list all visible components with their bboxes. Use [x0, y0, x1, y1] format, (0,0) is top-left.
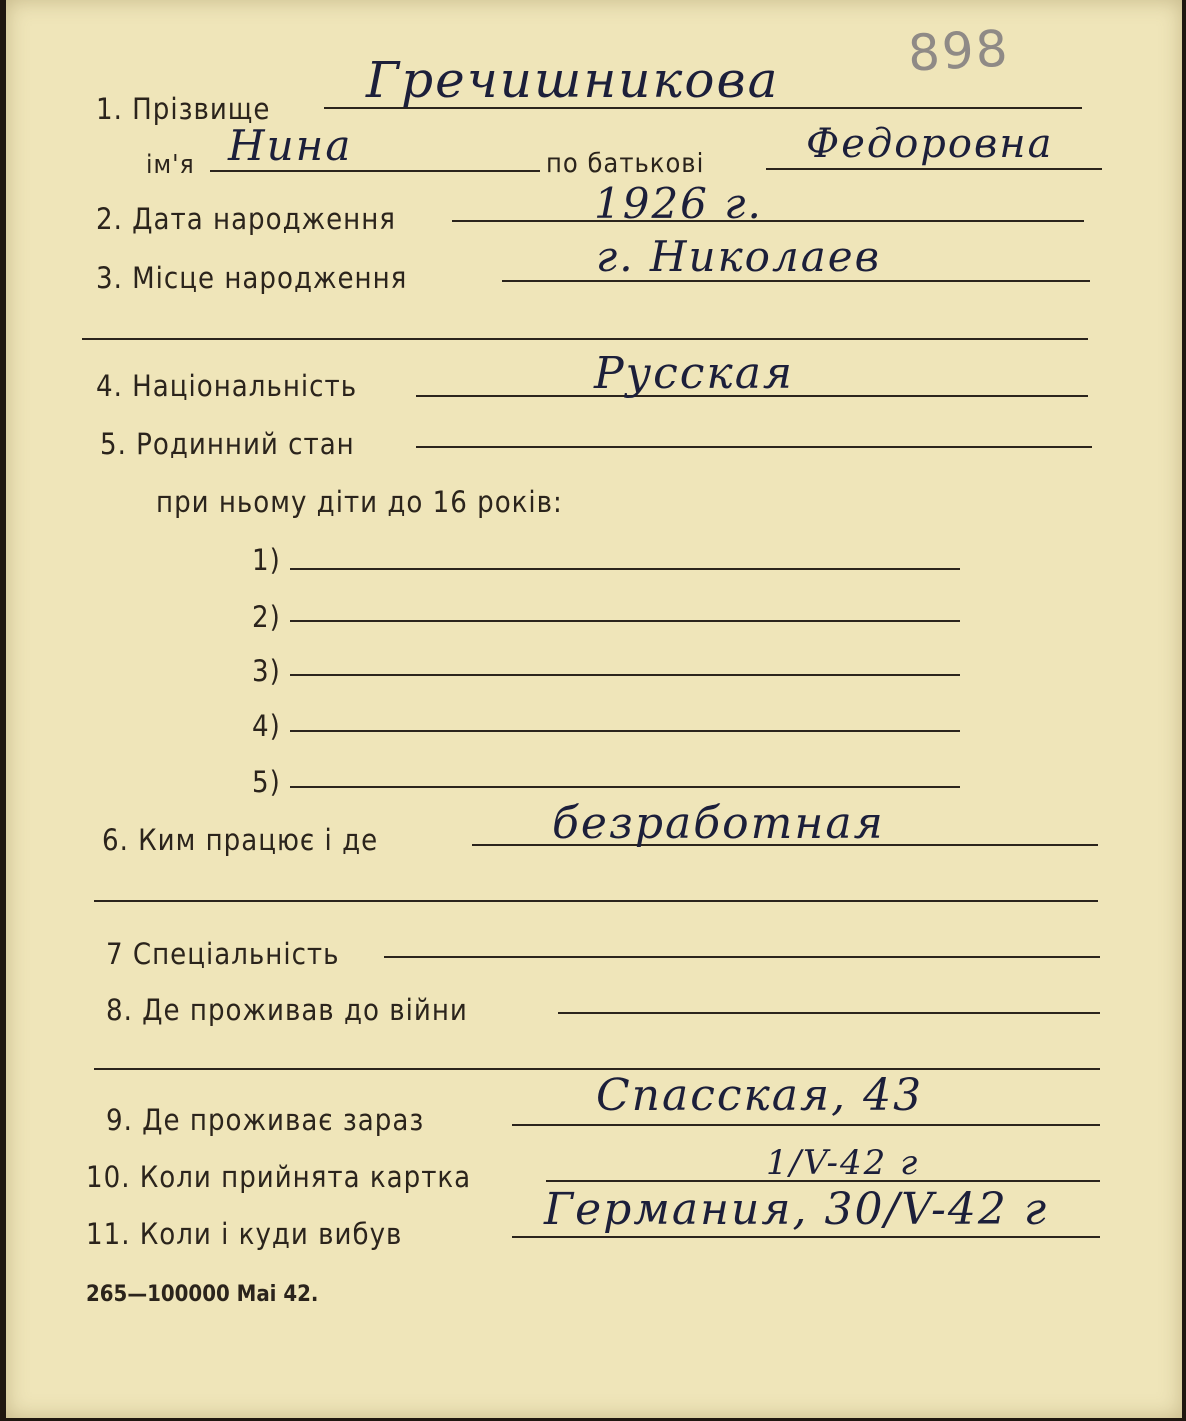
occupation-line-2	[94, 900, 1098, 902]
footer-print: 265—100000 Mai 42.	[86, 1282, 319, 1307]
current-address-line	[512, 1124, 1100, 1126]
birth-place-line-2	[82, 338, 1088, 340]
birth-date-value[interactable]: 1926 г.	[594, 179, 763, 228]
first-name-value[interactable]: Нина	[228, 121, 353, 170]
patronymic-value[interactable]: Федоровна	[806, 121, 1054, 167]
occupation-value[interactable]: безработная	[552, 798, 885, 849]
birth-date-line	[452, 220, 1084, 222]
child-2-label: 2)	[252, 600, 281, 634]
patronymic-label: по батькові	[546, 148, 705, 179]
nationality-value[interactable]: Русская	[594, 348, 795, 399]
surname-value[interactable]: Гречишникова	[366, 51, 780, 109]
child-1-line	[290, 568, 960, 570]
first-name-line	[210, 170, 540, 172]
child-3-line	[290, 674, 960, 676]
nationality-label: 4. Національність	[96, 369, 358, 403]
card-accepted-value[interactable]: 1/V-42 г	[766, 1143, 920, 1183]
child-4-label: 4)	[252, 709, 281, 743]
registration-card	[6, 0, 1182, 1418]
birth-date-label: 2. Дата народження	[96, 202, 396, 236]
occupation-label: 6. Ким працює і де	[102, 823, 379, 857]
marital-label: 5. Родинний стан	[100, 427, 355, 461]
departure-label: 11. Коли і куди вибув	[86, 1217, 403, 1251]
child-2-line	[290, 620, 960, 622]
current-address-label: 9. Де проживає зараз	[106, 1103, 425, 1137]
card-accepted-label: 10. Коли прийнята картка	[86, 1160, 472, 1194]
birth-place-value[interactable]: г. Николаев	[596, 232, 882, 281]
child-4-line	[290, 730, 960, 732]
child-5-line	[290, 786, 960, 788]
child-3-label: 3)	[252, 654, 281, 688]
prewar-address-line	[558, 1012, 1100, 1014]
children-label: при ньому діти до 16 років:	[156, 485, 563, 519]
child-5-label: 5)	[252, 765, 281, 799]
departure-line	[512, 1236, 1100, 1238]
pencil-number: 898	[906, 19, 1011, 83]
current-address-value[interactable]: Спасская, 43	[596, 1070, 924, 1121]
departure-value[interactable]: Германия, 30/V-42 г	[544, 1184, 1049, 1235]
patronymic-line	[766, 168, 1102, 170]
surname-label: 1. Прізвище	[96, 92, 271, 126]
prewar-address-label: 8. Де проживав до війни	[106, 993, 468, 1027]
child-1-label: 1)	[252, 543, 281, 577]
specialty-line	[384, 956, 1100, 958]
marital-line	[416, 446, 1092, 448]
first-name-label: ім'я	[146, 150, 195, 180]
birth-place-label: 3. Місце народження	[96, 261, 408, 295]
specialty-label: 7 Спеціальність	[106, 937, 340, 971]
